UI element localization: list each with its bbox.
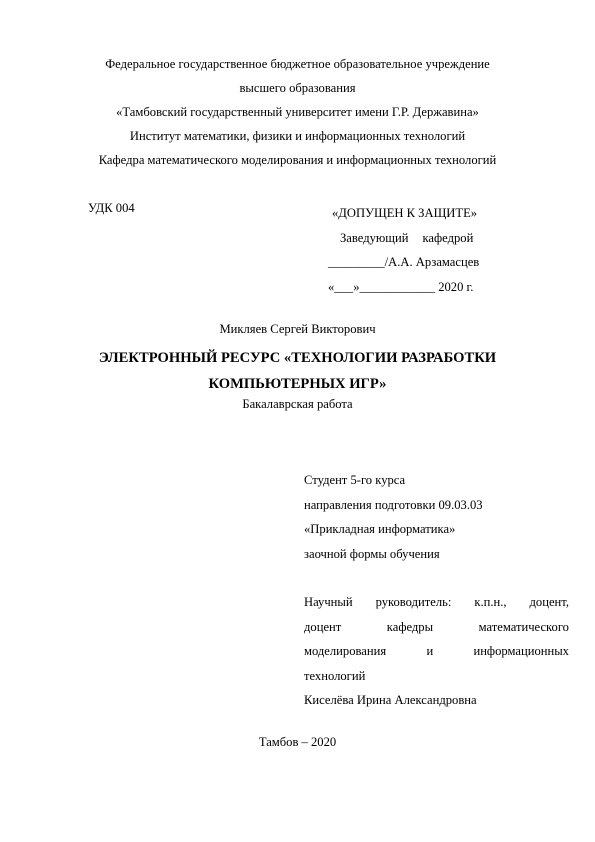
thesis-title-line-1: ЭЛЕКТРОННЫЙ РЕСУРС «ТЕХНОЛОГИИ РАЗРАБОТКИ bbox=[98, 350, 497, 366]
institution-header bbox=[0, 52, 595, 172]
approval-role bbox=[300, 226, 525, 251]
header-line-2: высшего образования bbox=[239, 81, 356, 95]
supervisor-info bbox=[304, 590, 569, 713]
supervisor-word: кафедры bbox=[386, 619, 434, 634]
student-line-1: Студент 5-го курса bbox=[304, 473, 406, 487]
supervisor-word: информационных bbox=[473, 644, 569, 658]
supervisor-line-3 bbox=[304, 639, 569, 664]
city-year: Тамбов – 2020 bbox=[258, 735, 337, 749]
supervisor-word: и bbox=[426, 644, 434, 658]
student-line-2: направления подготовки 09.03.03 bbox=[304, 497, 483, 512]
approval-block bbox=[300, 201, 525, 299]
header-line-4: Институт математики, физики и информационных технологий bbox=[129, 129, 466, 143]
supervisor-word: математического bbox=[478, 619, 569, 634]
thesis-title bbox=[0, 345, 595, 397]
approval-heading: «ДОПУЩЕН К ЗАЩИТЕ» bbox=[332, 206, 478, 220]
approval-date: «___»____________ 2020 г. bbox=[328, 279, 474, 294]
student-line-4: заочной формы обучения bbox=[304, 546, 440, 561]
header-line-3: «Тамбовский государственный университет имени Г.Р. Державина» bbox=[116, 105, 479, 119]
header-line-1: Федеральное государственное бюджетное образовательное учреждение bbox=[105, 57, 490, 71]
supervisor-word: доцент bbox=[304, 619, 342, 634]
work-type: Бакалаврская работа bbox=[242, 397, 353, 411]
approval-signature: _________/А.А. Арзамасцев bbox=[328, 255, 480, 269]
supervisor-line-4: технологий bbox=[304, 668, 366, 683]
student-line-3: «Прикладная информатика» bbox=[304, 522, 456, 536]
header-line-5: Кафедра математического моделирования и информационных технологий bbox=[98, 153, 497, 167]
udk-code: УДК 004 bbox=[88, 201, 135, 215]
supervisor-word: Научный bbox=[304, 595, 353, 609]
supervisor-word: к.п.н., bbox=[474, 595, 507, 609]
supervisor-line-2 bbox=[304, 615, 569, 640]
supervisor-word: доцент, bbox=[529, 595, 569, 609]
supervisor-line-1 bbox=[304, 590, 569, 615]
supervisor-word: моделирования bbox=[304, 644, 387, 658]
supervisor-name: Киселёва Ирина Александровна bbox=[304, 693, 477, 707]
student-info bbox=[304, 468, 569, 566]
approval-role-word-1: Заведующий bbox=[340, 230, 409, 245]
supervisor-word: руководитель: bbox=[375, 595, 452, 609]
thesis-title-line-2: КОМПЬЮТЕРНЫХ ИГР» bbox=[208, 376, 387, 392]
author-name: Микляев Сергей Викторович bbox=[219, 322, 376, 336]
approval-role-word-2: кафедрой bbox=[422, 230, 474, 245]
